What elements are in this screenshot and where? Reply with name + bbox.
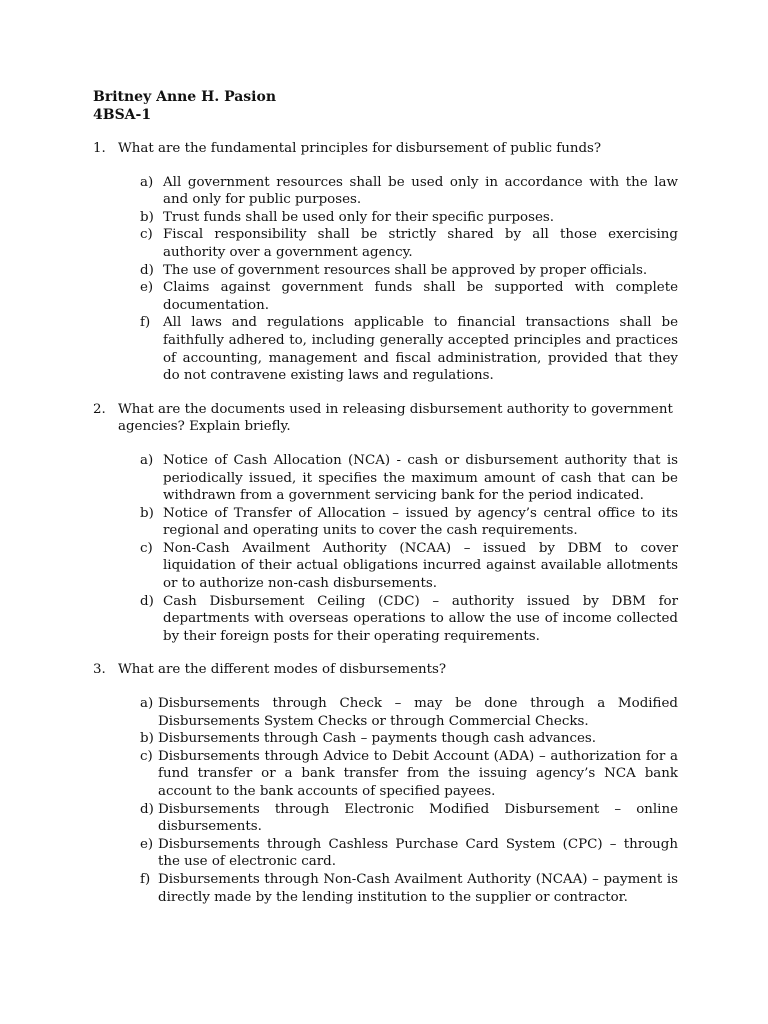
answer-text: The use of government resources shall be approved by proper officials. (163, 262, 648, 278)
question-text: What are the different modes of disbursements? (118, 662, 447, 678)
answer-text: Trust funds shall be used only for their specific purposes. (163, 209, 555, 225)
list-item (140, 540, 678, 593)
answer-letter: f) (140, 315, 151, 331)
author-name: Britney Anne H. Pasion (93, 89, 277, 105)
question-number: 1. (93, 141, 106, 156)
list-item (140, 748, 678, 801)
answer-letter: e) (140, 836, 154, 852)
answer-list (93, 174, 678, 385)
answer-letter: a) (140, 174, 154, 190)
question-row (93, 661, 678, 679)
question-3 (93, 661, 678, 906)
answer-text: Fiscal responsibility shall be strictly shared by all those exercising authority over a government agency. (163, 227, 678, 260)
answer-letter: b) (140, 731, 154, 747)
answer-letter: b) (140, 209, 154, 225)
answer-list (93, 452, 678, 646)
answer-letter: c) (140, 748, 153, 764)
answer-letter: a) (140, 696, 154, 712)
answer-text: Disbursements through Non-Cash Availment Authority (NCAA) – payment is directly made by the lending institution to the supplier or contractor. (158, 871, 678, 905)
question-number: 3. (93, 662, 106, 678)
answer-letter: c) (140, 227, 153, 243)
list-item (140, 593, 678, 646)
list-item (140, 801, 678, 836)
document-page (93, 88, 678, 906)
answer-list (93, 695, 678, 906)
answer-letter: d) (140, 262, 154, 278)
question-number: 2. (93, 401, 106, 417)
answer-letter: f) (140, 871, 151, 887)
answer-letter: c) (140, 540, 153, 556)
answer-text: All government resources shall be used only in accordance with the law and only for public purposes. (163, 174, 678, 208)
answer-text: Notice of Transfer of Allocation – issued by agency’s central office to its regional and operating units to cover the cash requirements. (163, 505, 678, 539)
list-item (140, 452, 678, 505)
list-item (140, 209, 678, 227)
list-item (140, 226, 678, 261)
list-item (140, 262, 678, 280)
question-1 (93, 140, 678, 385)
answer-text: Disbursements through Cash – payments though cash advances. (158, 731, 597, 747)
answer-letter: a) (140, 452, 154, 468)
answer-text: Cash Disbursement Ceiling (CDC) – authority issued by DBM for departments with overseas operations to allow the use of income collected by their foreign posts for their operating requirements. (163, 593, 678, 644)
list-item (140, 174, 678, 209)
answer-text: All laws and regulations applicable to financial transactions shall be faithfully adhered to, including generally accepted principles and practices of accounting, management and fiscal administration, provided that they do not contravene existing laws and regulations. (163, 315, 678, 384)
class-section: 4BSA-1 (93, 107, 152, 123)
question-text: What are the fundamental principles for disbursement of public funds? (118, 141, 602, 156)
question-text: What are the documents used in releasing disbursement authority to government agencies? Explain briefly. (118, 401, 673, 435)
list-item (140, 279, 678, 314)
answer-text: Disbursements through Electronic Modified Disbursement – online disbursements. (158, 801, 678, 835)
answer-text: Claims against government funds shall be supported with complete documentation. (163, 280, 678, 313)
question-row (93, 140, 678, 158)
question-2 (93, 401, 678, 646)
answer-text: Non-Cash Availment Authority (NCAA) – issued by DBM to cover liquidation of their actual obligations incurred against available allotments or to authorize non-cash disbursements. (163, 540, 678, 592)
answer-text: Notice of Cash Allocation (NCA) - cash or disbursement authority that is periodically issued, it specifies the maximum amount of cash that can be withdrawn from a government servicing bank for the period indicated. (163, 452, 678, 504)
list-item (140, 505, 678, 540)
list-item (140, 695, 678, 730)
list-item (140, 730, 678, 748)
list-item (140, 314, 678, 384)
answer-text: Disbursements through Check – may be done through a Modified Disbursements System Checks or through Commercial Checks. (158, 696, 678, 729)
question-row (93, 401, 678, 436)
answer-letter: d) (140, 801, 154, 817)
list-item (140, 836, 678, 871)
answer-text: Disbursements through Advice to Debit Account (ADA) – authorization for a fund transfer or a bank transfer from the issuing agency’s NCA bank account to the bank accounts of specified payees. (158, 748, 678, 799)
answer-letter: b) (140, 505, 154, 521)
answer-letter: e) (140, 280, 154, 296)
answer-text: Disbursements through Cashless Purchase Card System (CPC) – through the use of electronic card. (158, 836, 678, 870)
list-item (140, 871, 678, 906)
answer-letter: d) (140, 593, 154, 609)
